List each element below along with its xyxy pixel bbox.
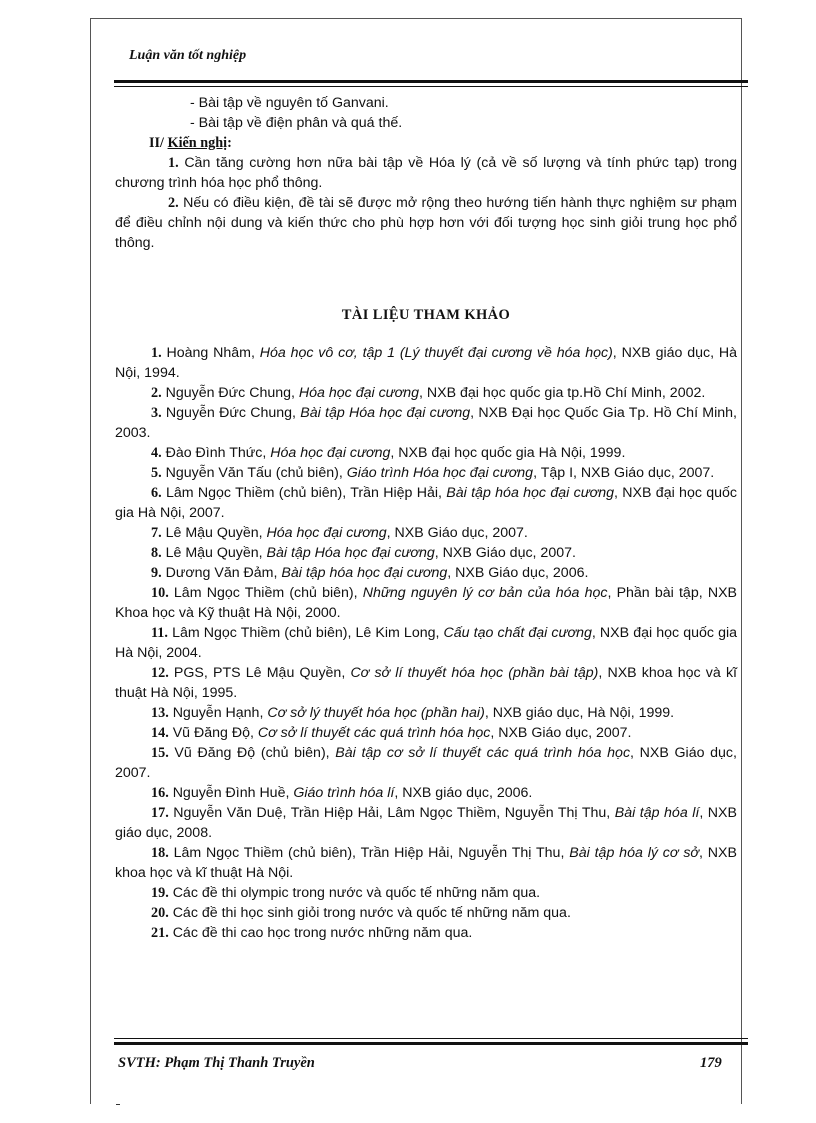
section-number: II/ <box>149 135 164 151</box>
reference-authors: PGS, PTS Lê Mậu Quyền, <box>173 665 351 681</box>
reference-publisher: , NXB đại học quốc gia Hà Nội, 1999. <box>390 445 626 461</box>
reference-authors: Lê Mậu Quyền, <box>165 525 267 541</box>
reference-title: Cấu tạo chất đại cương <box>443 625 592 641</box>
header-rule-thick <box>114 80 748 83</box>
reference-item <box>115 663 737 703</box>
footer-rule-thick <box>114 1042 748 1045</box>
footer-rule-thin <box>114 1038 748 1039</box>
section-colon: : <box>227 135 232 151</box>
reference-item <box>115 743 737 783</box>
reference-authors: Nguyễn Văn Duệ, Trần Hiệp Hải, Lâm Ngọc Thiềm, Nguyễn Thị Thu, <box>173 805 615 821</box>
reference-number: 7. <box>151 525 162 541</box>
reference-title: Cơ sở lý thuyết hóa học (phần hai) <box>267 705 485 721</box>
section-label: Kiến nghị <box>167 135 228 151</box>
reference-item <box>115 583 737 623</box>
reference-item <box>115 883 737 903</box>
references-title: TÀI LIỆU THAM KHẢO <box>341 307 511 323</box>
reference-item <box>115 383 737 403</box>
reference-title: Cơ sở lí thuyết hóa học (phần bài tập) <box>350 665 599 681</box>
reference-title: Hóa học vô cơ, tập 1 (Lý thuyết đại cương về hóa học) <box>259 345 613 361</box>
item-number: 1. <box>168 155 179 171</box>
reference-publisher: , NXB khoa học và kĩ thuật Hà Nội. <box>115 845 737 881</box>
reference-number: 18. <box>151 845 169 861</box>
reference-number: 3. <box>151 405 162 421</box>
bullet-item: - Bài tập về nguyên tố Ganvani. <box>190 95 389 111</box>
item-text: Nếu có điều kiện, đề tài sẽ được mở rộng theo hướng tiến hành thực nghiệm sư phạm để điều chỉnh nội dung và kiến thức cho phù hợp hơn với đối tượng học sinh giỏi trung học phổ thông. <box>115 195 737 251</box>
reference-publisher: , NXB đại học quốc gia Hà Nội, 2007. <box>115 485 738 521</box>
page-content <box>115 93 737 943</box>
reference-item <box>115 843 737 883</box>
footer-author: SVTH: Phạm Thị Thanh Truyền <box>118 1055 315 1071</box>
reference-authors: Vũ Đăng Độ (chủ biên), <box>174 745 336 761</box>
reference-authors: Vũ Đăng Độ, <box>172 725 258 741</box>
reference-authors: Lê Mậu Quyền, <box>165 545 267 561</box>
reference-title: Hóa học đại cương <box>270 445 391 461</box>
bullet-item: - Bài tập về điện phân và quá thế. <box>190 115 403 131</box>
reference-title: Bài tập Hóa học đại cương <box>266 545 435 561</box>
reference-item <box>115 923 737 943</box>
reference-authors: Nguyễn Đức Chung, <box>165 385 299 401</box>
reference-authors: Đào Đình Thức, <box>165 445 271 461</box>
reference-number: 1. <box>151 345 162 361</box>
reference-number: 5. <box>151 465 162 481</box>
header-title: Luận văn tốt nghiệp <box>129 48 247 63</box>
reference-title: Giáo trình hóa lí <box>293 785 395 801</box>
reference-item <box>115 623 737 663</box>
reference-number: 4. <box>151 445 162 461</box>
reference-number: 20. <box>151 905 169 921</box>
reference-authors: Lâm Ngọc Thiềm (chủ biên), <box>173 585 363 601</box>
reference-title: Bài tập hóa học đại cương <box>446 485 615 501</box>
reference-publisher: , NXB Giáo dục, 2006. <box>447 565 589 581</box>
references-list <box>115 343 737 943</box>
reference-title: Bài tập hóa học đại cương <box>281 565 448 581</box>
reference-title: Bài tập hóa lý cơ sở <box>569 845 700 861</box>
page-number: 179 <box>700 1055 722 1071</box>
reference-authors: Nguyễn Đức Chung, <box>165 405 301 421</box>
reference-number: 10. <box>151 585 169 601</box>
reference-item <box>115 443 737 463</box>
reference-item <box>115 343 737 383</box>
reference-number: 19. <box>151 885 169 901</box>
reference-publisher: , NXB khoa học và kĩ thuật Hà Nội, 1995. <box>115 665 737 701</box>
recommendation-item <box>115 153 737 193</box>
reference-item <box>115 783 737 803</box>
reference-title: Bài tập cơ sở lí thuyết các quá trình hóa học <box>335 745 631 761</box>
reference-item <box>115 723 737 743</box>
reference-number: 15. <box>151 745 169 761</box>
reference-number: 14. <box>151 725 169 741</box>
page-border-left <box>90 18 91 1104</box>
reference-publisher: , Tập I, NXB Giáo dục, 2007. <box>533 465 715 481</box>
reference-authors: Hoàng Nhâm, <box>166 345 260 361</box>
reference-number: 8. <box>151 545 162 561</box>
reference-authors: Lâm Ngọc Thiềm (chủ biên), Lê Kim Long, <box>172 625 444 641</box>
reference-number: 12. <box>151 665 169 681</box>
reference-item <box>115 483 737 523</box>
section-heading-recommendations <box>115 133 737 153</box>
reference-publisher: , NXB giáo dục, Hà Nội, 1994. <box>115 345 738 381</box>
reference-authors: Nguyễn Văn Tấu (chủ biên), <box>165 465 347 481</box>
reference-title: Bài tập Hóa học đại cương <box>300 405 471 421</box>
reference-number: 21. <box>151 925 169 941</box>
reference-item <box>115 903 737 923</box>
reference-title: Hóa học đại cương <box>266 525 387 541</box>
reference-publisher: , NXB giáo dục, 2008. <box>115 805 737 841</box>
reference-authors: Dương Văn Đảm, <box>165 565 282 581</box>
reference-publisher: , NXB giáo dục, Hà Nội, 1999. <box>484 705 675 721</box>
reference-authors: Lâm Ngọc Thiềm (chủ biên), Trần Hiệp Hải, <box>165 485 447 501</box>
reference-item <box>115 403 737 443</box>
reference-item <box>115 523 737 543</box>
reference-publisher: , NXB Giáo dục, 2007. <box>115 745 737 781</box>
reference-publisher: , Phần bài tập, NXB Khoa học và Kỹ thuật Hà Nội, 2000. <box>115 585 737 621</box>
reference-authors: Các đề thi học sinh giỏi trong nước và quốc tế những năm qua. <box>172 905 571 921</box>
reference-authors: Các đề thi olympic trong nước và quốc tế những năm qua. <box>172 885 541 901</box>
reference-title: Hóa học đại cương <box>298 385 420 401</box>
reference-publisher: , NXB giáo dục, 2006. <box>394 785 533 801</box>
reference-number: 17. <box>151 805 169 821</box>
reference-publisher: , NXB đại học quốc gia Hà Nội, 2004. <box>115 625 737 661</box>
reference-item <box>115 543 737 563</box>
item-text: Cần tăng cường hơn nữa bài tập về Hóa lý (cả về số lượng và tính phức tạp) trong chương trình hóa học phổ thông. <box>115 155 737 191</box>
reference-number: 6. <box>151 485 162 501</box>
reference-publisher: , NXB Đại học Quốc Gia Tp. Hồ Chí Minh, 2003. <box>115 405 737 441</box>
page-border-top <box>90 18 741 19</box>
reference-item <box>115 563 737 583</box>
reference-publisher: , NXB Giáo dục, 2007. <box>386 525 528 541</box>
reference-item <box>115 703 737 723</box>
corner-mark <box>116 1104 120 1105</box>
page-border-right <box>741 18 742 1104</box>
reference-number: 9. <box>151 565 162 581</box>
reference-item <box>115 803 737 843</box>
reference-number: 16. <box>151 785 169 801</box>
reference-authors: Các đề thi cao học trong nước những năm qua. <box>172 925 473 941</box>
reference-number: 13. <box>151 705 169 721</box>
reference-item <box>115 463 737 483</box>
reference-number: 11. <box>151 625 168 641</box>
reference-title: Những nguyên lý cơ bản của hóa học <box>362 585 608 601</box>
reference-number: 2. <box>151 385 162 401</box>
reference-publisher: , NXB Giáo dục, 2007. <box>490 725 632 741</box>
reference-title: Giáo trình Hóa học đại cương <box>346 465 534 481</box>
reference-title: Bài tập hóa lí <box>614 805 700 821</box>
header-rule-thin <box>114 86 748 87</box>
reference-authors: Nguyễn Đình Huề, <box>172 785 294 801</box>
recommendation-item <box>115 193 737 253</box>
reference-authors: Nguyễn Hạnh, <box>172 705 268 721</box>
reference-publisher: , NXB đại học quốc gia tp.Hồ Chí Minh, 2002. <box>419 385 706 401</box>
item-number: 2. <box>168 195 179 211</box>
reference-title: Cơ sở lí thuyết các quá trình hóa học <box>257 725 491 741</box>
reference-authors: Lâm Ngọc Thiềm (chủ biên), Trần Hiệp Hải, Nguyễn Thị Thu, <box>173 845 570 861</box>
reference-publisher: , NXB Giáo dục, 2007. <box>434 545 576 561</box>
